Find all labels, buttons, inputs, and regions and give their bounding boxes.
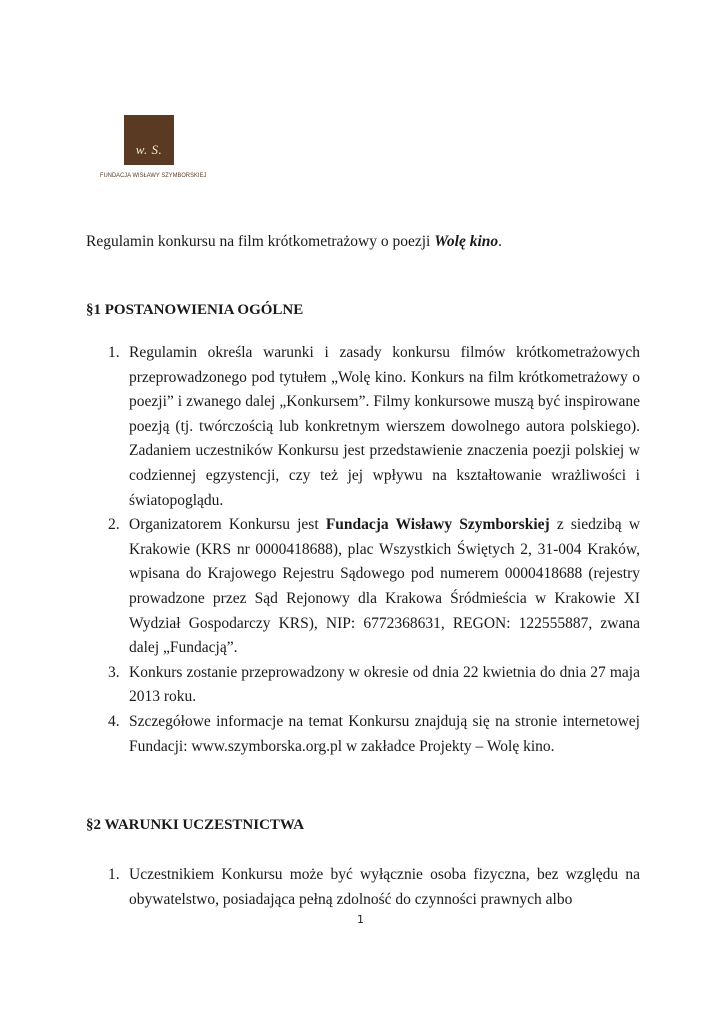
section-heading-1: §1 POSTANOWIENIA OGÓLNE — [86, 302, 304, 318]
item-text: Konkurs zostanie przeprowadzony w okresie od dnia 22 kwietnia do dnia 27 maja 2013 roku. — [129, 663, 640, 706]
title-prefix: Regulamin konkursu na film krótkometrażowy o poezji — [86, 233, 435, 250]
item-number: 1. — [108, 866, 120, 883]
item-text: Regulamin określa warunki i zasady konkursu filmów krótkometrażowych przeprowadzonego pod tytułem „Wolę kino. Konkurs na film krótkometrażowy o poezji” i zwanego dalej „Konkursem”. Filmy konkursowe muszą być inspirowane poezją (tj. twórczością lub konkretnym wierszem dowolnego autora polskiego). Zadaniem uczestników Konkursu jest przedstawienie znaczenia poezji polskiej w codziennej egzystencji, czy też jej wpływu na kształtowanie wrażliwości i światopoglądu. — [129, 344, 640, 509]
item-text: Uczestnikiem Konkursu może być wyłącznie osoba fizyczna, bez względu na obywatelstwo, posiadająca pełną zdolność do czynności prawnych albo — [129, 866, 640, 908]
section-1-list — [86, 341, 640, 759]
title-suffix: . — [498, 233, 502, 250]
document-title — [86, 233, 502, 251]
item-text-before: Organizatorem Konkursu jest — [129, 516, 326, 534]
list-item — [86, 513, 640, 661]
organizer-name: Fundacja Wisławy Szymborskiej — [325, 516, 550, 534]
item-number: 2. — [108, 516, 120, 534]
list-item — [86, 710, 640, 759]
logo-caption: FUNDACJA WISŁAWY SZYMBORSKIEJ — [100, 172, 207, 179]
item-number: 3. — [108, 663, 120, 681]
list-item — [86, 661, 640, 710]
logo-mark: w. S. — [135, 142, 163, 157]
foundation-logo — [124, 115, 174, 165]
page-number: 1 — [357, 913, 364, 926]
item-number: 1. — [108, 344, 120, 361]
item-text: Szczegółowe informacje na temat Konkursu znajdują się na stronie internetowej Fundacji: www.szymborska.org.pl w zakładce Projekty – Wolę kino. — [129, 712, 640, 755]
section-heading-2: §2 WARUNKI UCZESTNICTWA — [86, 817, 305, 833]
item-number: 4. — [108, 712, 120, 730]
title-emphasis: Wolę kino — [434, 233, 499, 250]
item-text-after: z siedzibą w Krakowie (KRS nr 0000418688), plac Wszystkich Świętych 2, 31-004 Kraków, wpisana do Krajowego Rejestru Sądowego pod numerem 0000418688 (rejestry prowadzone przez Sąd Rejonowy dla Krakowa Śródmieścia w Krakowie XI Wydział Gospodarczy KRS), NIP: 6772368631, REGON: 122555887, zwana dalej „Fundacją”. — [129, 516, 641, 657]
section-2-list — [86, 863, 640, 912]
list-item — [86, 341, 640, 513]
list-item — [86, 863, 640, 912]
